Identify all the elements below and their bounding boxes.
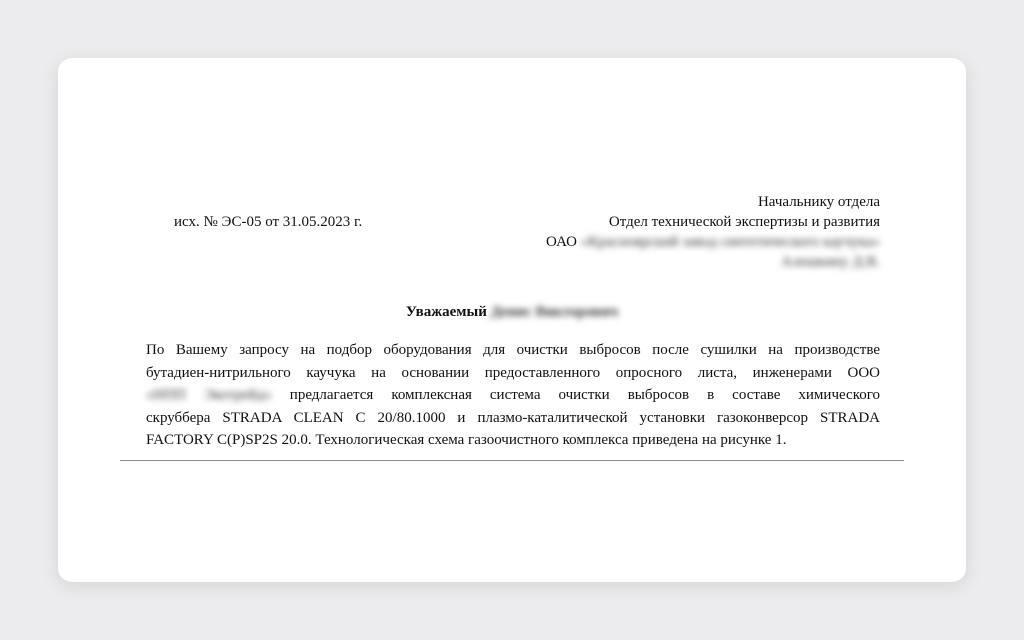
addressee-block (546, 192, 880, 272)
document-page (58, 58, 966, 582)
body-line (146, 384, 880, 407)
addressee-position: Начальнику отдела (757, 194, 880, 210)
addressee-department: Отдел технической экспертизы и развития (608, 214, 880, 230)
company-prefix: ОАО (545, 234, 577, 250)
letter-body (146, 339, 880, 452)
redacted-company-name: «Красноярский завод синтетического каучука» (580, 234, 880, 250)
body-line: FACTORY C(P)SP2S 20.0. Технологическая схема газоочистного комплекса приведена на рисунке 1. (146, 432, 787, 448)
redacted-addressee-name: Алешкину Д.В. (781, 254, 880, 270)
redacted-salutation-name: Денис Викторович (490, 304, 619, 320)
addressee-name-line (546, 252, 880, 272)
body-line: скруббера STRADA CLEAN C 20/80.1000 и плазмо-каталитической установки газоконверсор STRADA (146, 409, 880, 426)
body-line-text: предлагается комплексная система очистки выбросов в составе химического (289, 387, 880, 403)
salutation (58, 302, 966, 322)
body-line: По Вашему запросу на подбор оборудования для очистки выбросов после сушилки на производстве (146, 342, 880, 358)
body-line: бутадиен-нитрильного каучука на основании предоставленного опросного листа, инженерами ООО (146, 364, 880, 381)
salutation-prefix: Уважаемый (405, 304, 487, 320)
horizontal-divider (120, 460, 904, 461)
addressee-company-line (546, 232, 880, 252)
redacted-contractor-name: «НПП Экотрейд» (146, 387, 272, 403)
outgoing-reference: исх. № ЭС-05 от 31.05.2023 г. (174, 214, 363, 230)
